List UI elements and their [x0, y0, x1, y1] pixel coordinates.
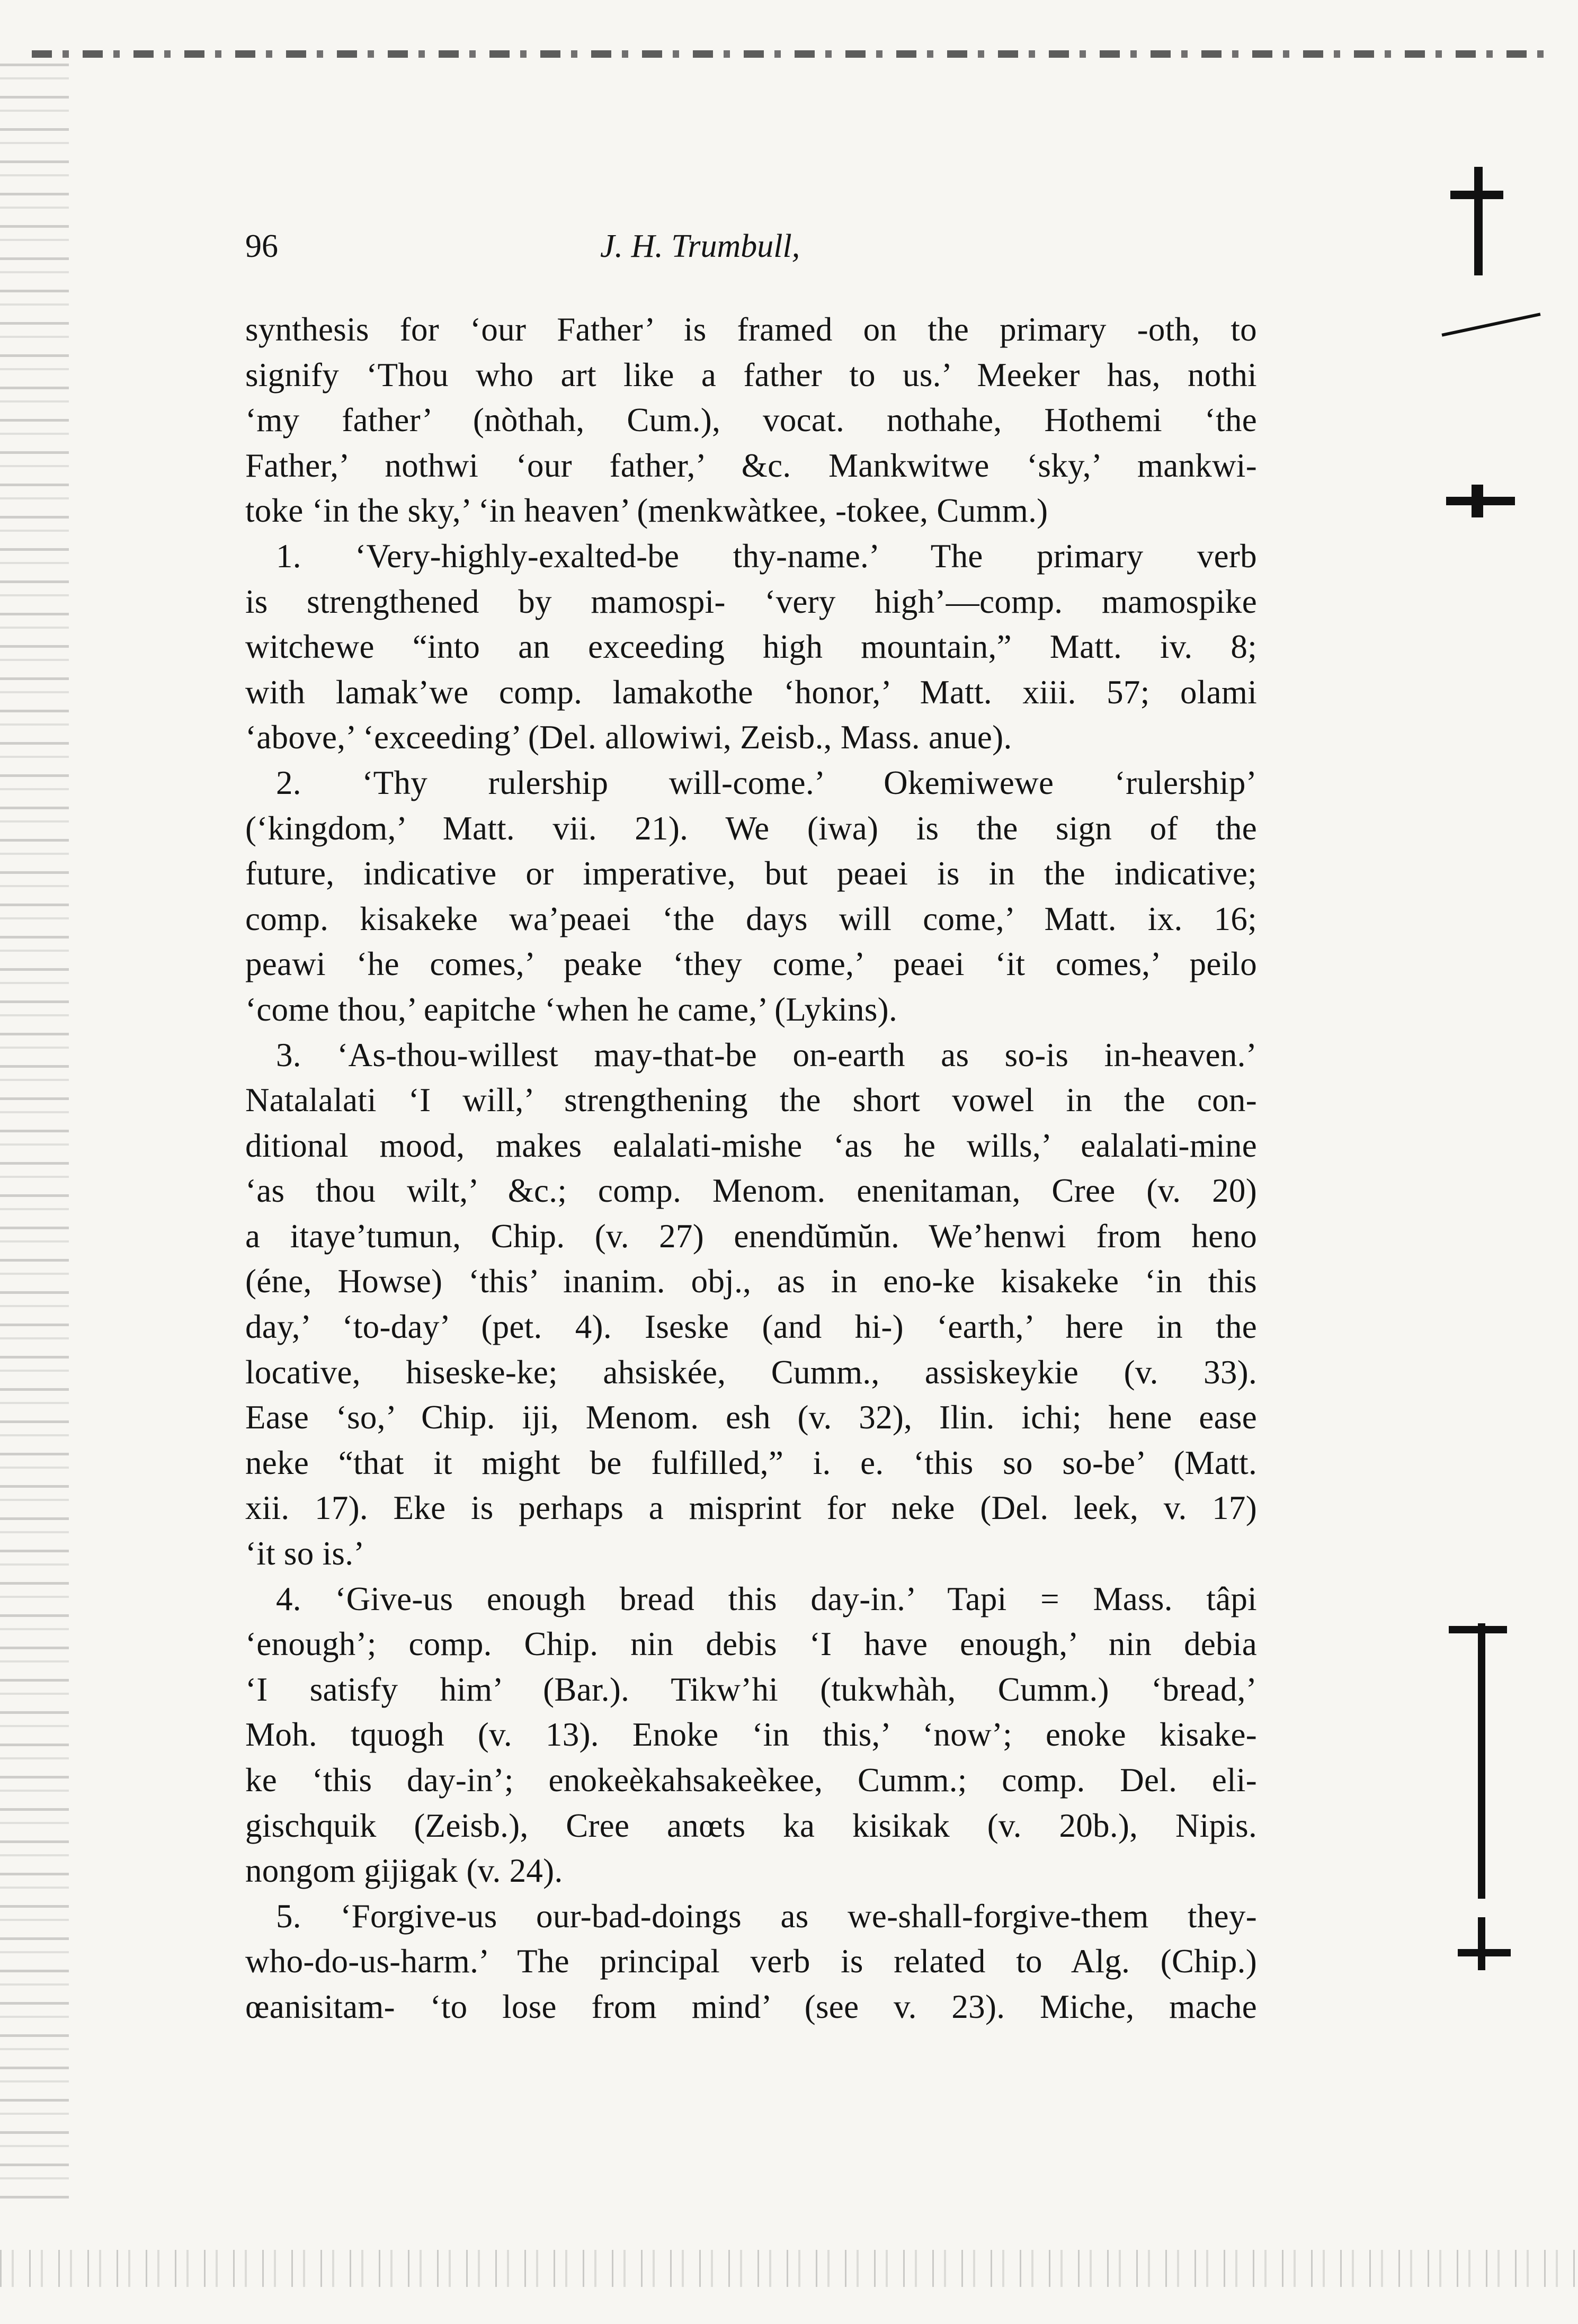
scan-bottom-edge — [0, 2250, 1578, 2287]
text-line: (‘kingdom,’ Matt. vii. 21). We (iwa) is the sign of the — [245, 809, 1257, 847]
text-line: witchewe “into an exceeding high mountain,” Matt. iv. 8; — [245, 628, 1257, 666]
text-line: signify ‘Thou who art like a father to us.’ Meeker has, nothi — [245, 356, 1257, 394]
text-line: nongom gijigak (v. 24). — [245, 1852, 563, 1890]
text-line: is strengthened by mamospi- ‘very high’—comp. mamospike — [245, 583, 1257, 620]
margin-cross-bottom-vertical — [1478, 1917, 1485, 1970]
text-line: who-do-us-harm.’ The principal verb is related to Alg. (Chip.) — [245, 1943, 1257, 1980]
text-line: synthesis for ‘our Father’ is framed on the primary -oth, to — [245, 311, 1257, 348]
text-line: day,’ ‘to-day’ (pet. 4). Iseske (and hi-) ‘earth,’ here in the — [245, 1308, 1257, 1346]
scan-top-edge — [32, 50, 1546, 58]
text-line: locative, hiseske-ke; ahsiskée, Cumm., assiskeykie (v. 33). — [245, 1353, 1257, 1391]
text-line: gischquik (Zeisb.), Cree anœts ka kisikak (v. 20b.), Nipis. — [245, 1807, 1257, 1844]
text-line: œanisitam- ‘to lose from mind’ (see v. 23). Miche, mache — [245, 1988, 1257, 2025]
text-line: comp. kisakeke wa’peaei ‘the days will come,’ Matt. ix. 16; — [245, 900, 1257, 937]
text-line: Natalalati ‘I will,’ strengthening the short vowel in the con- — [245, 1081, 1257, 1119]
margin-cross-mid-diamond — [1472, 485, 1483, 517]
text-line: xii. 17). Eke is perhaps a misprint for neke (Del. leek, v. 17) — [245, 1489, 1257, 1527]
text-line: ‘it so is.’ — [245, 1535, 365, 1572]
text-line: ke ‘this day-in’; enokeèkahsakeèkee, Cumm.; comp. Del. eli- — [245, 1762, 1257, 1799]
margin-stroke — [1441, 312, 1540, 336]
page-number: 96 — [245, 228, 278, 264]
text-line: 2. ‘Thy rulership will-come.’ Okemiwewe ‘rulership’ — [276, 764, 1257, 801]
text-line: Ease ‘so,’ Chip. iji, Menom. esh (v. 32), Ilin. ichi; hene ease — [245, 1399, 1257, 1436]
text-line: ‘I satisfy him’ (Bar.). Tikw’hi (tukwhàh, Cumm.) ‘bread,’ — [245, 1670, 1257, 1708]
text-line: peawi ‘he comes,’ peake ‘they come,’ peaei ‘it comes,’ peilo — [245, 945, 1257, 983]
running-head-author: J. H. Trumbull, — [600, 228, 800, 264]
text-line: ditional mood, makes ealalati-mishe ‘as he wills,’ ealalati-mine — [245, 1127, 1257, 1164]
scan-left-edge — [0, 64, 69, 2207]
margin-cross-top-horizontal — [1450, 191, 1503, 199]
margin-cross-lower-horizontal — [1449, 1626, 1507, 1633]
text-line: ‘my father’ (nòthah, Cum.), vocat. nothahe, Hothemi ‘the — [245, 401, 1257, 439]
text-line: with lamak’we comp. lamakothe ‘honor,’ Matt. xiii. 57; olami — [245, 673, 1257, 711]
text-line: 4. ‘Give-us enough bread this day-in.’ Tapi = Mass. tâpi — [276, 1580, 1257, 1617]
text-line: ‘as thou wilt,’ &c.; comp. Menom. enenitaman, Cree (v. 20) — [245, 1172, 1257, 1210]
text-line: ‘come thou,’ eapitche ‘when he came,’ (Lykins). — [245, 990, 898, 1028]
text-line: toke ‘in the sky,’ ‘in heaven’ (menkwàtkee, -tokee, Cumm.) — [245, 492, 1048, 530]
text-line: Father,’ nothwi ‘our father,’ &c. Mankwitwe ‘sky,’ mankwi- — [245, 446, 1257, 484]
margin-cross-lower-vertical — [1478, 1623, 1485, 1899]
text-line: ‘above,’ ‘exceeding’ (Del. allowiwi, Zeisb., Mass. anue). — [245, 719, 1012, 756]
text-line: (éne, Howse) ‘this’ inanim. obj., as in eno-ke kisakeke ‘in this — [245, 1263, 1257, 1300]
text-line: future, indicative or imperative, but peaei is in the indicative; — [245, 855, 1257, 892]
text-line: neke “that it might be fulfilled,” i. e. ‘this so so-be’ (Matt. — [245, 1444, 1257, 1481]
text-line: a itaye’tumun, Chip. (v. 27) enendŭmŭn. We’henwi from heno — [245, 1217, 1257, 1255]
text-line: 1. ‘Very-highly-exalted-be thy-name.’ The primary verb — [276, 537, 1257, 575]
text-line: 5. ‘Forgive-us our-bad-doings as we-shall-forgive-them they- — [276, 1897, 1257, 1935]
running-head — [245, 228, 1268, 281]
text-line: ‘enough’; comp. Chip. nin debis ‘I have enough,’ nin debia — [245, 1625, 1257, 1663]
margin-cross-top-vertical — [1474, 167, 1483, 275]
body-text — [245, 307, 1257, 2030]
text-line: 3. ‘As-thou-willest may-that-be on-earth as so-is in-heaven.’ — [276, 1036, 1257, 1074]
text-line: Moh. tquogh (v. 13). Enoke ‘in this,’ ‘now’; enoke kisake- — [245, 1716, 1257, 1754]
